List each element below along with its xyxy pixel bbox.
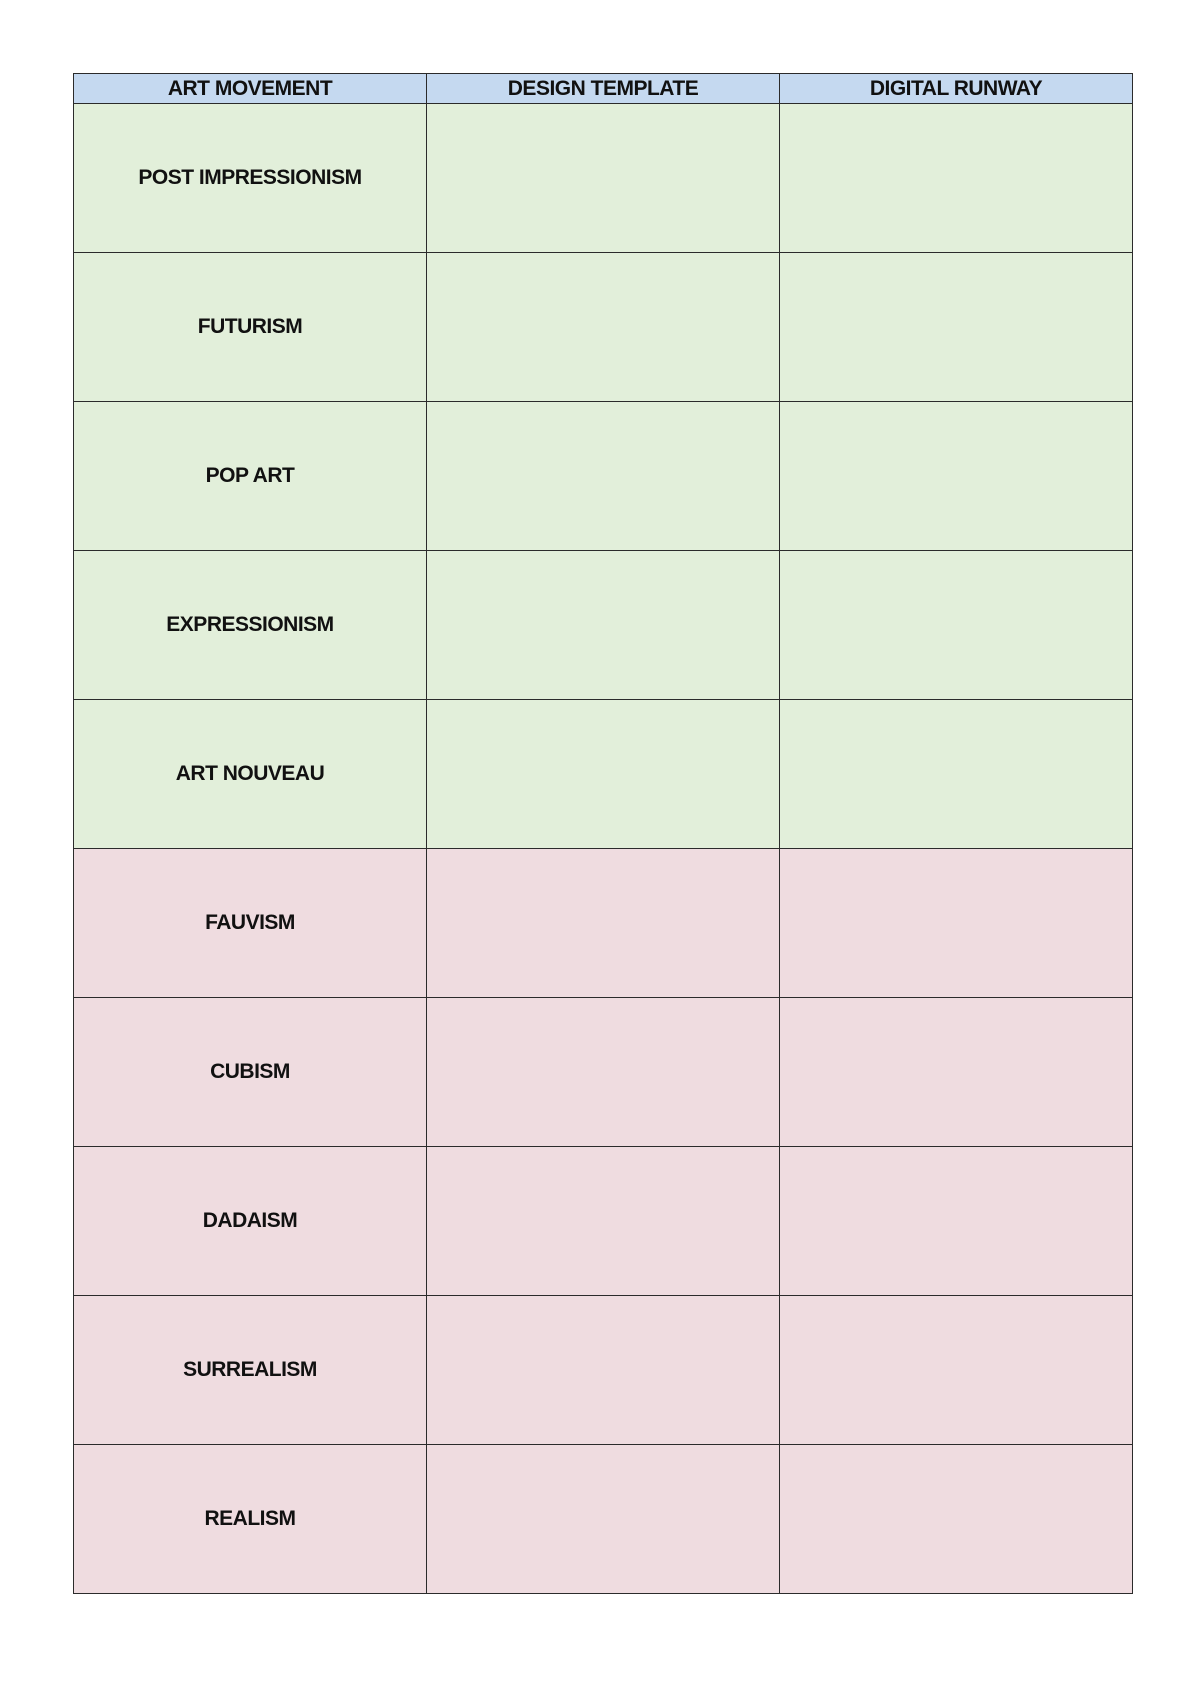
table-row [74,700,1133,849]
digital-runway-cell[interactable] [780,998,1133,1147]
movement-cell: EXPRESSIONISM [74,551,427,700]
design-template-cell[interactable] [427,253,780,402]
movement-cell: FUTURISM [74,253,427,402]
table-row [74,1147,1133,1296]
movement-cell: ART NOUVEAU [74,700,427,849]
digital-runway-cell[interactable] [780,551,1133,700]
movement-cell: DADAISM [74,1147,427,1296]
digital-runway-cell[interactable] [780,700,1133,849]
table-row [74,253,1133,402]
digital-runway-cell[interactable] [780,253,1133,402]
design-template-cell[interactable] [427,402,780,551]
header-art-movement: ART MOVEMENT [74,74,427,104]
digital-runway-cell[interactable] [780,1147,1133,1296]
movement-cell: POST IMPRESSIONISM [74,104,427,253]
design-template-cell[interactable] [427,1147,780,1296]
table-row [74,402,1133,551]
design-template-cell[interactable] [427,1296,780,1445]
table-row [74,1296,1133,1445]
table-body [74,104,1133,1594]
movement-cell: FAUVISM [74,849,427,998]
movement-cell: REALISM [74,1445,427,1594]
design-template-cell[interactable] [427,998,780,1147]
header-digital-runway: DIGITAL RUNWAY [780,74,1133,104]
movement-cell: SURREALISM [74,1296,427,1445]
design-template-cell[interactable] [427,104,780,253]
table-row [74,998,1133,1147]
digital-runway-cell[interactable] [780,849,1133,998]
table-row [74,1445,1133,1594]
table-row [74,849,1133,998]
design-template-cell[interactable] [427,551,780,700]
design-template-cell[interactable] [427,1445,780,1594]
digital-runway-cell[interactable] [780,1445,1133,1594]
worksheet [73,73,1132,1594]
movement-cell: CUBISM [74,998,427,1147]
digital-runway-cell[interactable] [780,104,1133,253]
art-movement-table [73,73,1133,1594]
design-template-cell[interactable] [427,849,780,998]
table-row [74,551,1133,700]
digital-runway-cell[interactable] [780,1296,1133,1445]
header-design-template: DESIGN TEMPLATE [427,74,780,104]
header-row [74,74,1133,104]
table-row [74,104,1133,253]
movement-cell: POP ART [74,402,427,551]
digital-runway-cell[interactable] [780,402,1133,551]
design-template-cell[interactable] [427,700,780,849]
